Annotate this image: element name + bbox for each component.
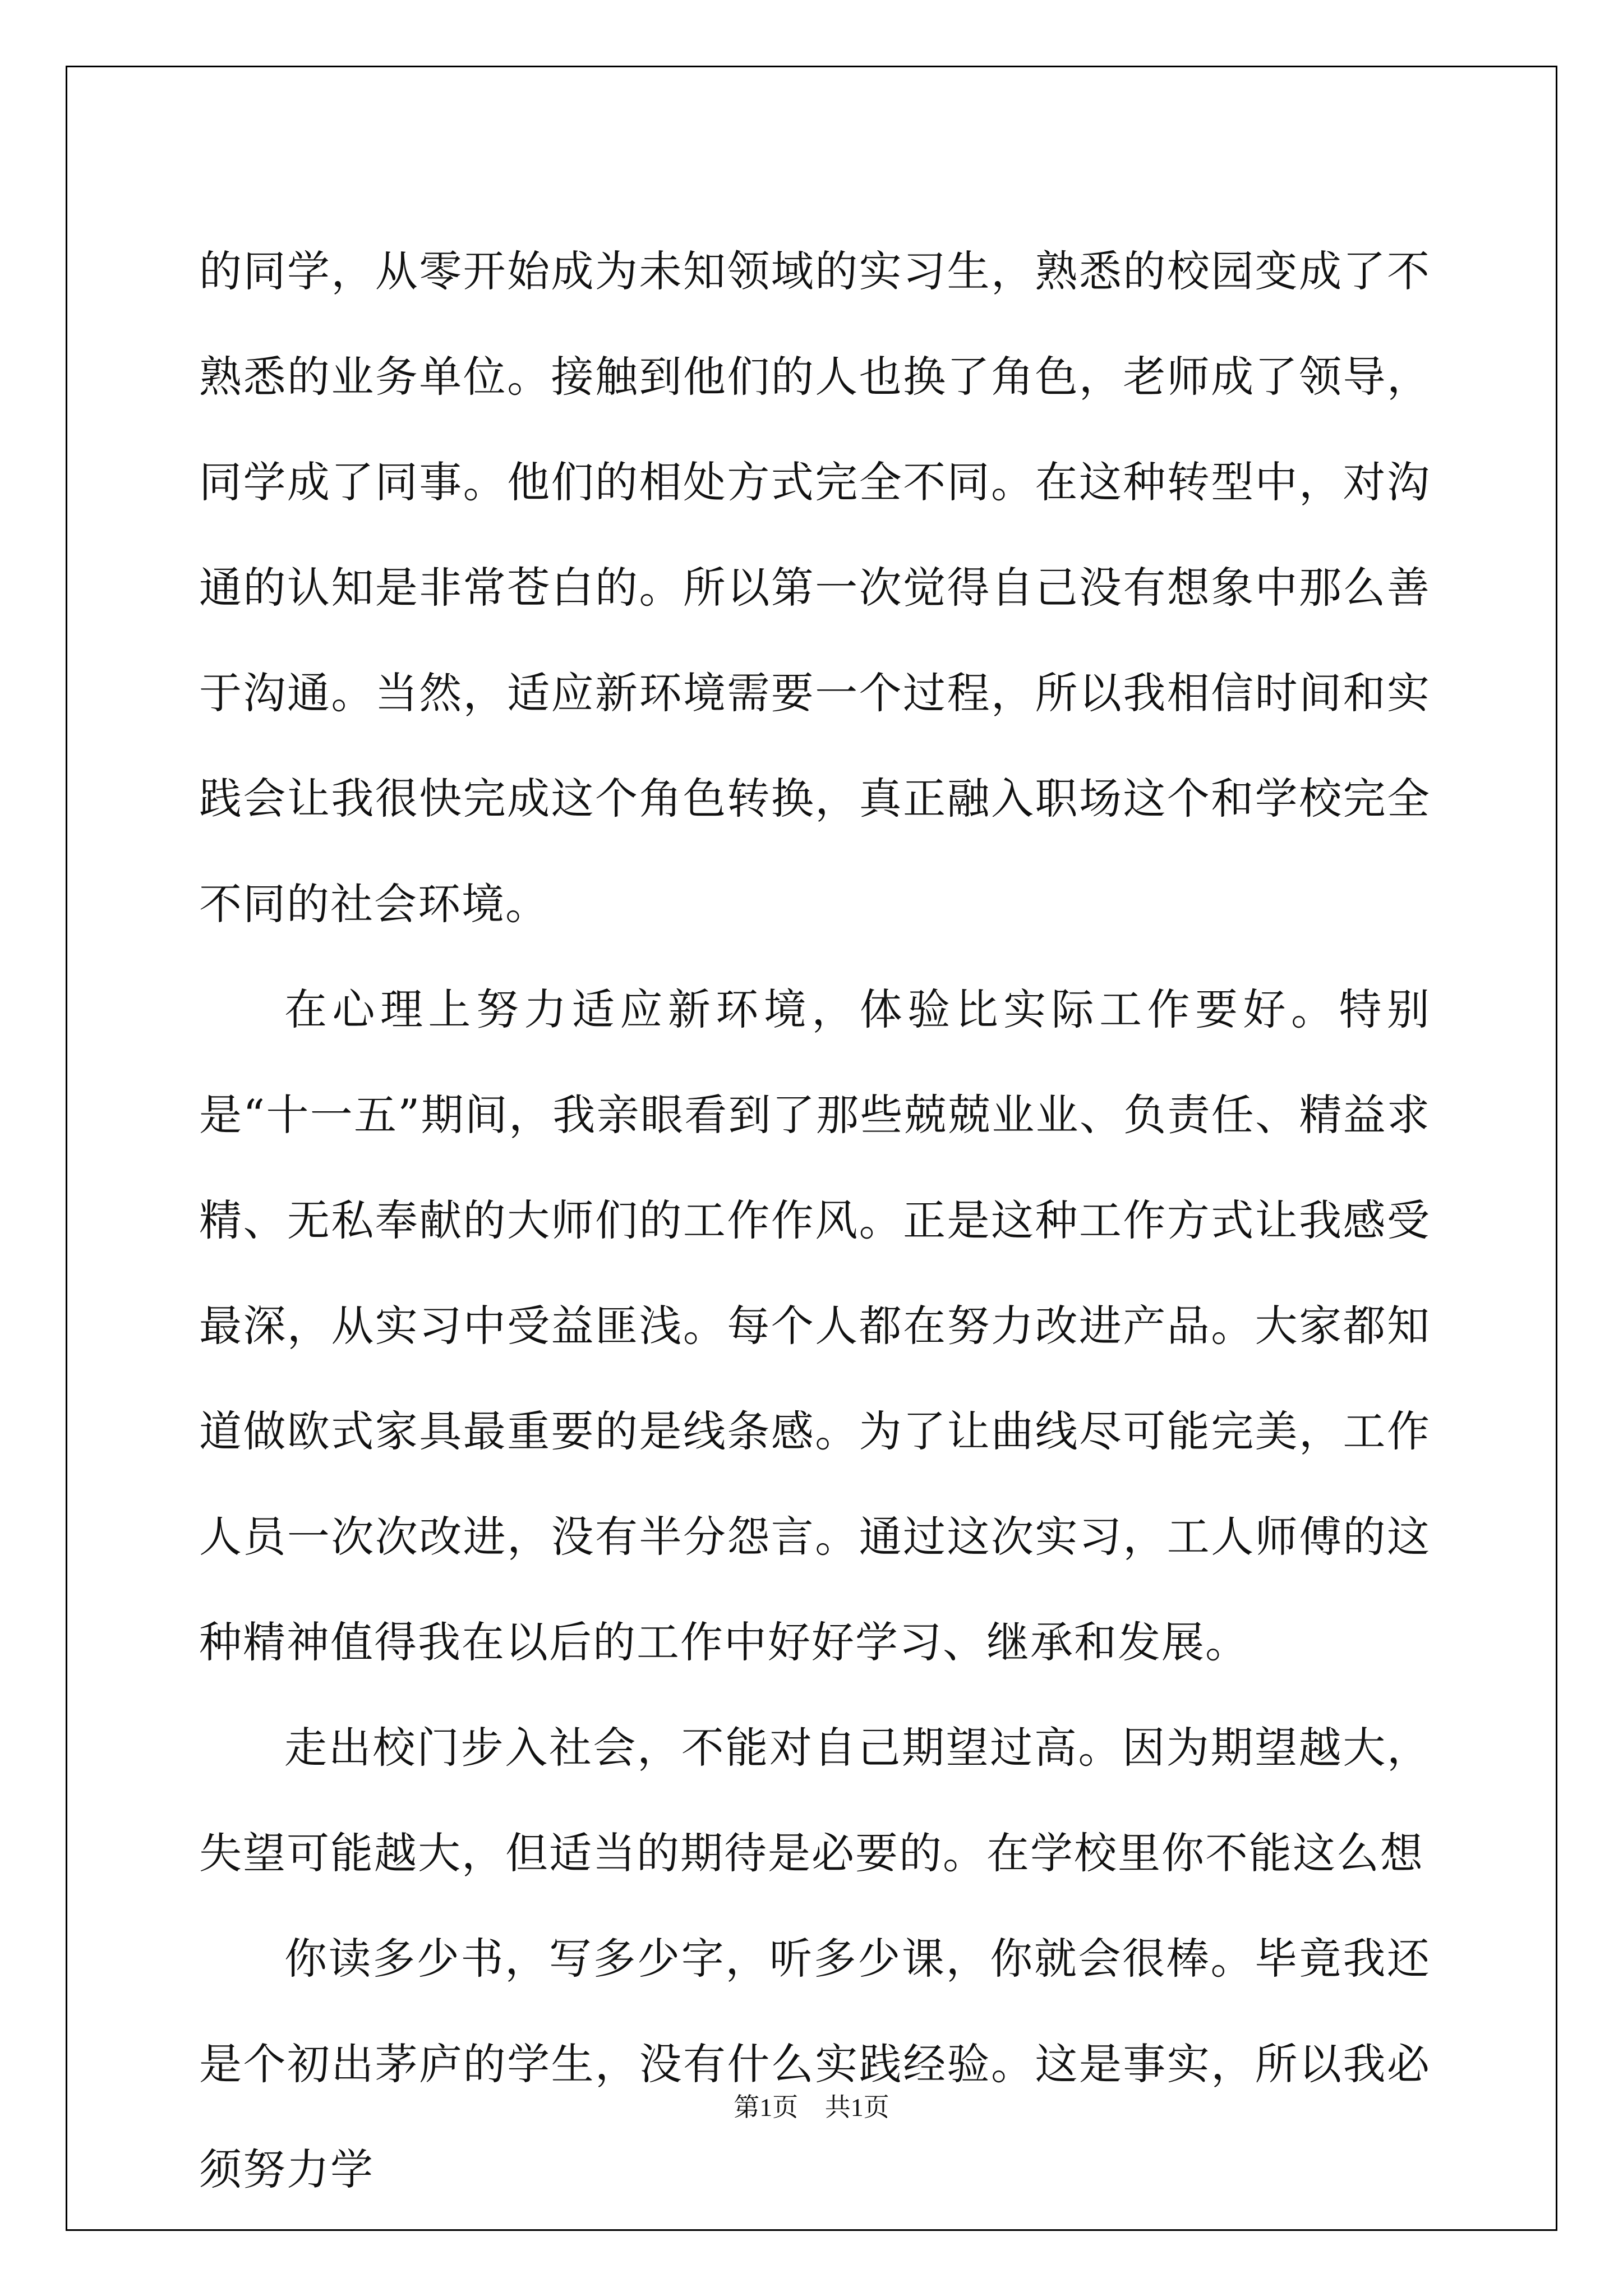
paragraph-3: 走出校门步入社会，不能对自己期望过高。因为期望越大，失望可能越大，但适当的期待是必要的。在学校里你不能这么想 <box>199 1723 1431 1878</box>
document-body <box>199 219 1431 2223</box>
paragraph-4: 你读多少书，写多少字，听多少课，你就会很棒。毕竟我还是个初出茅庐的学生，没有什么实践经验。这是事实，所以我必须努力学 <box>199 1934 1431 2194</box>
paragraph-2: 在心理上努力适应新环境，体验比实际工作要好。特别是“十一五”期间，我亲眼看到了那些兢兢业业、负责任、精益求精、无私奉献的大师们的工作作风。正是这种工作方式让我感受最深，从实习中受益匪浅。每个人都在努力改进产品。大家都知道做欧式家具最重要的是线条感。为了让曲线尽可能完美，工作人员一次次改进，没有半分怨言。通过这次实习，工人师傅的这种精神值得我在以后的工作中好好学习、继承和发展。 <box>199 984 1431 1667</box>
paragraph-1: 的同学，从零开始成为未知领域的实习生，熟悉的校园变成了不熟悉的业务单位。接触到他们的人也换了角色，老师成了领导，同学成了同事。他们的相处方式完全不同。在这种转型中，对沟通的认知是非常苍白的。所以第一次觉得自己没有想象中那么善于沟通。当然，适应新环境需要一个过程，所以我相信时间和实践会让我很快完成这个角色转换，真正融入职场这个和学校完全不同的社会环境。 <box>199 246 1431 929</box>
page-number: 第1页 <box>734 2093 799 2122</box>
page-footer <box>0 2087 1623 2124</box>
page-total: 共1页 <box>824 2093 889 2122</box>
